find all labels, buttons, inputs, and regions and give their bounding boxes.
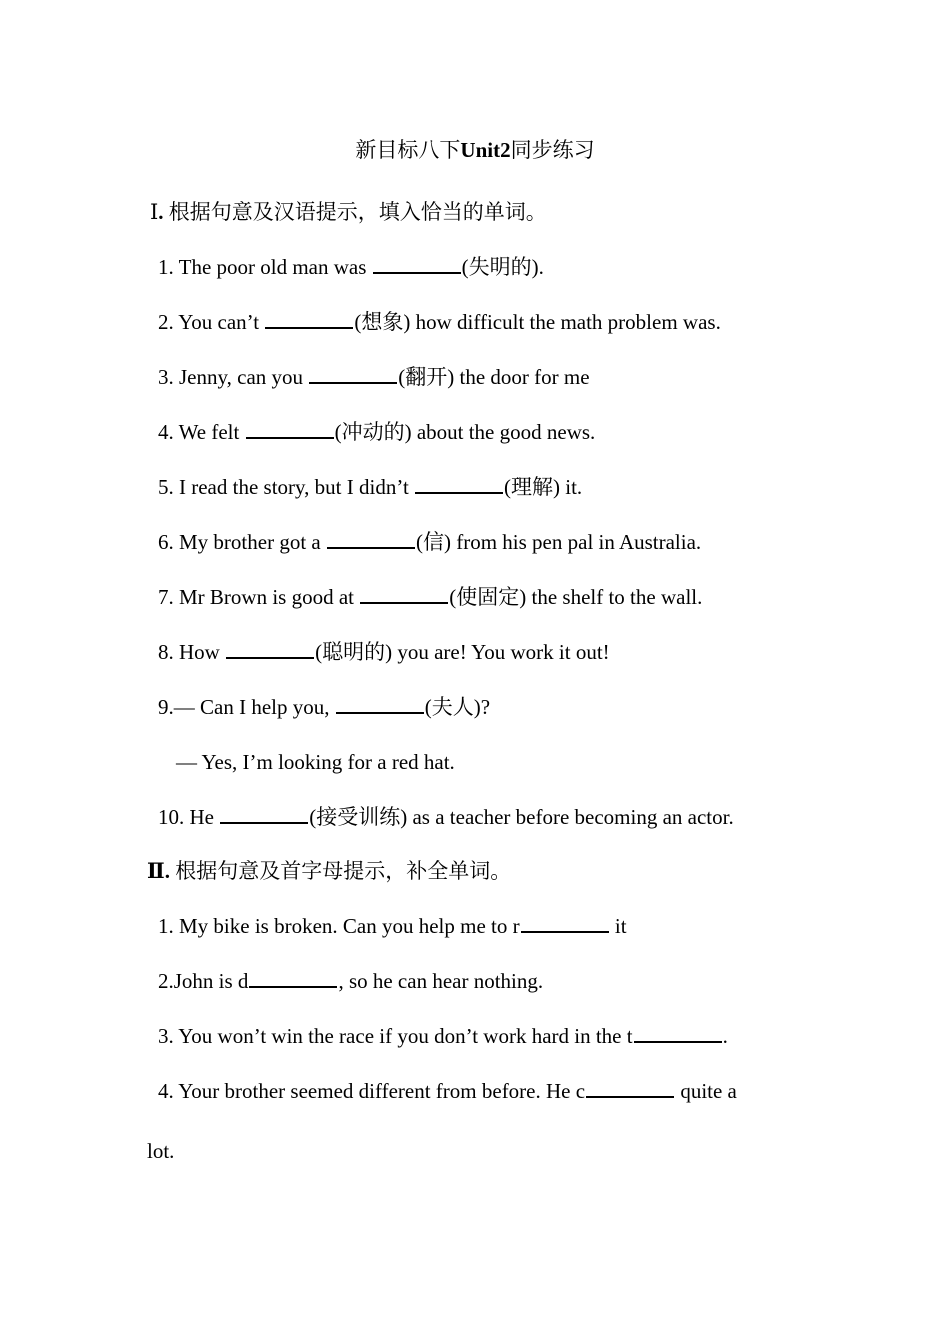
question-9-reply <box>176 748 455 776</box>
question-hint: (理解) it. <box>504 475 583 499</box>
question-10 <box>158 803 734 831</box>
answer-blank[interactable] <box>249 969 337 988</box>
question-text-end: quite a <box>675 1079 737 1103</box>
question-7 <box>158 583 702 611</box>
section2-question-4 <box>158 1077 737 1105</box>
question-2 <box>158 308 721 336</box>
question-text-end: , so he can hear nothing. <box>338 969 544 993</box>
section2-question-2 <box>158 967 543 995</box>
question-hint: (聪明的) you are! You work it out! <box>315 640 610 664</box>
question-text: 4. Your brother seemed different from before. He c <box>158 1079 586 1103</box>
question-text: 8. How <box>158 640 226 664</box>
page-title <box>0 136 950 164</box>
question-hint: (想象) how difficult the math problem was. <box>354 310 721 334</box>
answer-blank[interactable] <box>521 914 609 933</box>
question-9 <box>158 693 490 721</box>
section2-marker: Ⅱ. <box>147 859 170 883</box>
answer-blank[interactable] <box>360 585 448 604</box>
answer-blank[interactable] <box>220 805 308 824</box>
section2-question-1 <box>158 912 627 940</box>
question-4 <box>158 418 595 446</box>
question-hint: (使固定) the shelf to the wall. <box>449 585 703 609</box>
answer-blank[interactable] <box>373 255 461 274</box>
question-text: 1. The poor old man was <box>158 255 372 279</box>
section2-question-3 <box>158 1022 728 1050</box>
question-text-end: . <box>722 1024 728 1048</box>
answer-blank[interactable] <box>327 530 415 549</box>
question-3 <box>158 363 590 391</box>
section2-heading <box>147 857 511 885</box>
section1-heading <box>150 198 547 226</box>
question-text: 1. My bike is broken. Can you help me to r <box>158 914 520 938</box>
question-text: 6. My brother got a <box>158 530 326 554</box>
section1-instruction: 根据句意及汉语提示，填入恰当的单词。 <box>163 200 547 224</box>
title-prefix: 新目标八下 <box>355 138 461 162</box>
section2-question-4-continuation <box>147 1137 174 1165</box>
question-text-end: it <box>609 914 627 938</box>
dialogue-reply: — Yes, I’m looking for a red hat. <box>176 750 455 774</box>
question-hint: (失明的). <box>461 255 544 279</box>
question-text: 10. He <box>158 805 220 829</box>
answer-blank[interactable] <box>415 475 503 494</box>
section1-dot: . <box>158 200 164 224</box>
question-hint: (接受训练) as a teacher before becoming an actor. <box>309 805 734 829</box>
question-text-continuation: lot. <box>147 1139 175 1163</box>
question-hint: (翻开) the door for me <box>398 365 590 389</box>
question-text: 3. Jenny, can you <box>158 365 309 389</box>
title-unit: Unit2 <box>460 138 511 162</box>
answer-blank[interactable] <box>586 1079 674 1098</box>
question-8 <box>158 638 610 666</box>
question-text: 5. I read the story, but I didn’t <box>158 475 415 499</box>
answer-blank[interactable] <box>226 640 314 659</box>
question-hint: (夫人)? <box>424 695 491 719</box>
question-text: 9.— Can I help you, <box>158 695 335 719</box>
question-text: 2. You can’t <box>158 310 265 334</box>
question-6 <box>158 528 701 556</box>
question-5 <box>158 473 582 501</box>
answer-blank[interactable] <box>336 695 424 714</box>
question-text: 3. You won’t win the race if you don’t work hard in the t <box>158 1024 633 1048</box>
answer-blank[interactable] <box>309 365 397 384</box>
question-1 <box>158 253 544 281</box>
section1-marker: Ⅰ <box>150 200 159 224</box>
question-text: 7. Mr Brown is good at <box>158 585 360 609</box>
section2-instruction: 根据句意及首字母提示，补全单词。 <box>169 859 512 883</box>
title-suffix: 同步练习 <box>510 138 595 162</box>
answer-blank[interactable] <box>634 1024 722 1043</box>
question-text: 4. We felt <box>158 420 245 444</box>
question-hint: (信) from his pen pal in Australia. <box>415 530 702 554</box>
answer-blank[interactable] <box>246 420 334 439</box>
question-text: 2.John is d <box>158 969 249 993</box>
question-hint: (冲动的) about the good news. <box>334 420 596 444</box>
answer-blank[interactable] <box>265 310 353 329</box>
